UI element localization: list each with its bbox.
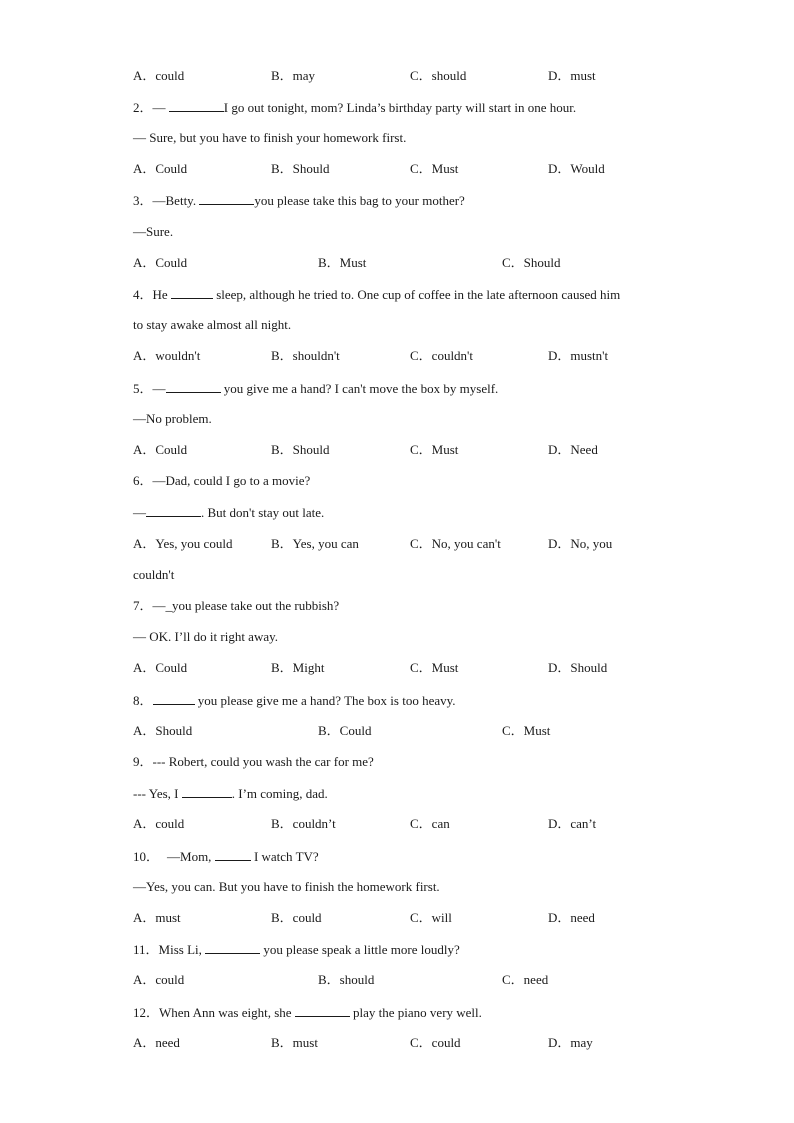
stem-text: I watch TV? [250, 849, 319, 864]
q6-reply [133, 504, 324, 521]
option-letter: C． [410, 1035, 432, 1050]
option-letter: B． [271, 348, 293, 363]
option-text: could [155, 68, 185, 83]
option-text: No, you can't [431, 536, 501, 551]
option-text: Could [155, 660, 188, 675]
question-number: 2． [133, 100, 153, 115]
option-letter: B． [318, 255, 340, 270]
option-text: Must [431, 442, 459, 457]
option-letter: C． [410, 348, 432, 363]
q7-option-c[interactable] [410, 660, 458, 676]
q8-option-a[interactable] [133, 723, 192, 739]
option-letter: C． [410, 442, 432, 457]
answer-blank[interactable] [205, 941, 260, 954]
option-text: No, you [570, 536, 613, 551]
option-letter: A． [133, 161, 156, 176]
q1-option-a[interactable] [133, 68, 184, 84]
q3-option-c[interactable] [502, 255, 561, 271]
option-letter: C． [502, 255, 524, 270]
option-text: must [155, 910, 181, 925]
option-text: Must [339, 255, 367, 270]
q10-stem [133, 848, 319, 865]
option-text: Should [570, 660, 608, 675]
option-text: Must [431, 161, 459, 176]
option-text: can’t [570, 816, 597, 831]
q12-option-b[interactable] [271, 1035, 318, 1051]
option-text: must [570, 68, 596, 83]
q5-option-c[interactable] [410, 442, 458, 458]
stem-text: you please speak a little more loudly? [260, 942, 460, 957]
option-letter: A． [133, 255, 156, 270]
question-number: 6． [133, 473, 153, 488]
option-text: Could [155, 255, 188, 270]
option-letter: D． [548, 816, 571, 831]
option-text: Must [523, 723, 551, 738]
stem-text: —Betty. [152, 193, 200, 208]
stem-text: — [133, 505, 146, 520]
q12-stem [133, 1004, 482, 1021]
option-letter: A． [133, 1035, 156, 1050]
option-text: could [292, 910, 322, 925]
q9-stem [133, 754, 374, 770]
option-letter: A． [133, 816, 156, 831]
stem-text: —_you please take out the rubbish? [152, 598, 340, 613]
option-letter: B． [271, 816, 293, 831]
option-letter: A． [133, 442, 156, 457]
option-letter: C． [410, 68, 432, 83]
option-text: Should [292, 442, 330, 457]
question-number: 9． [133, 754, 153, 769]
q2-option-b[interactable] [271, 161, 330, 177]
q7-option-b[interactable] [271, 660, 324, 676]
q12-option-d[interactable] [548, 1035, 593, 1051]
stem-text: — [152, 381, 166, 396]
option-text: need [523, 972, 549, 987]
stem-text: . But don't stay out late. [201, 505, 325, 520]
option-letter: B． [271, 161, 293, 176]
answer-blank[interactable] [215, 848, 251, 861]
option-letter: B． [271, 660, 293, 675]
q6-option-d-wrap: couldn't [133, 567, 175, 582]
q12-option-c[interactable] [410, 1035, 461, 1051]
option-text: could [431, 1035, 461, 1050]
q5-option-d[interactable] [548, 442, 598, 458]
option-text: mustn't [570, 348, 609, 363]
q6-option-c[interactable] [410, 536, 501, 552]
stem-text: you give me a hand? I can't move the box by myself. [220, 381, 499, 396]
q2-option-d[interactable] [548, 161, 605, 177]
option-text: may [292, 68, 316, 83]
answer-blank[interactable] [199, 192, 254, 205]
option-letter: C． [410, 536, 432, 551]
option-text: Could [339, 723, 372, 738]
option-letter: A． [133, 660, 156, 675]
option-letter: B． [271, 68, 293, 83]
answer-blank[interactable] [295, 1004, 350, 1017]
q1-option-d[interactable] [548, 68, 596, 84]
option-text: must [292, 1035, 318, 1050]
q11-option-c[interactable] [502, 972, 548, 988]
option-letter: A． [133, 723, 156, 738]
q9-reply [133, 785, 328, 802]
option-text: may [570, 1035, 593, 1050]
q6-option-b[interactable] [271, 536, 359, 552]
question-number: 5． [133, 381, 153, 396]
stem-text: . I’m coming, dad. [231, 786, 328, 801]
question-number: 11． [133, 942, 159, 957]
option-letter: B． [271, 910, 293, 925]
stem-text: When Ann was eight, she [159, 1005, 295, 1020]
answer-blank[interactable] [146, 504, 201, 517]
q7-option-a[interactable] [133, 660, 187, 676]
question-number: 8． [133, 693, 153, 708]
option-letter: B． [271, 1035, 293, 1050]
option-text: couldn’t [292, 816, 336, 831]
answer-blank[interactable] [153, 692, 195, 705]
q1-option-b[interactable] [271, 68, 315, 84]
answer-blank[interactable] [166, 380, 221, 393]
option-text: Could [155, 442, 188, 457]
answer-blank[interactable] [169, 99, 224, 112]
answer-blank[interactable] [171, 286, 213, 299]
question-number: 10． [133, 849, 160, 864]
q11-option-a[interactable] [133, 972, 184, 988]
stem-text: —Dad, could I go to a movie? [152, 473, 311, 488]
option-text: Yes, you could [155, 536, 233, 551]
answer-blank[interactable] [182, 785, 232, 798]
option-letter: B． [318, 723, 340, 738]
question-number: 4． [133, 287, 153, 302]
q4-stem [133, 286, 620, 303]
q10-reply: —Yes, you can. But you have to finish the homework first. [133, 879, 440, 894]
option-letter: D． [548, 442, 571, 457]
q7-stem [133, 598, 339, 614]
option-text: should [431, 68, 467, 83]
question-number: 7． [133, 598, 153, 613]
q8-option-c[interactable] [502, 723, 550, 739]
q4-option-c[interactable] [410, 348, 473, 364]
q2-stem [133, 99, 576, 116]
q4-option-a[interactable] [133, 348, 200, 364]
option-letter: A． [133, 910, 156, 925]
stem-text: play the piano very well. [349, 1005, 482, 1020]
option-letter: D． [548, 161, 571, 176]
option-text: Might [292, 660, 325, 675]
q10-option-a[interactable] [133, 910, 181, 926]
option-letter: C． [410, 816, 432, 831]
q11-option-b[interactable] [318, 972, 374, 988]
stem-text: you please give me a hand? The box is too heavy. [194, 693, 456, 708]
option-text: could [155, 972, 185, 987]
q4-option-b[interactable] [271, 348, 340, 364]
option-text: shouldn't [292, 348, 340, 363]
option-text: will [431, 910, 452, 925]
option-text: Need [570, 442, 598, 457]
option-letter: C． [502, 972, 524, 987]
q4-stem-cont: to stay awake almost all night. [133, 317, 292, 332]
stem-text: --- Robert, could you wash the car for me? [152, 754, 374, 769]
stem-text: sleep, although he tried to. One cup of coffee in the late afternoon caused him [212, 287, 621, 302]
stem-text: He [152, 287, 171, 302]
q5-stem [133, 380, 498, 397]
option-letter: B． [318, 972, 340, 987]
q2-option-c[interactable] [410, 161, 458, 177]
option-letter: C． [410, 161, 432, 176]
option-letter: C． [502, 723, 524, 738]
option-letter: D． [548, 660, 571, 675]
stem-text: —Mom, [167, 849, 215, 864]
q5-option-a[interactable] [133, 442, 187, 458]
q5-option-b[interactable] [271, 442, 330, 458]
q11-stem [133, 941, 460, 958]
option-letter: B． [271, 442, 293, 457]
option-text: Yes, you can [292, 536, 359, 551]
option-letter: A． [133, 972, 156, 987]
q12-option-a[interactable] [133, 1035, 180, 1051]
option-letter: D． [548, 348, 571, 363]
q10-option-c[interactable] [410, 910, 452, 926]
q6-stem [133, 473, 310, 489]
option-text: wouldn't [155, 348, 201, 363]
option-text: need [155, 1035, 180, 1050]
q8-option-b[interactable] [318, 723, 371, 739]
option-letter: D． [548, 1035, 571, 1050]
q4-option-d[interactable] [548, 348, 608, 364]
option-letter: B． [271, 536, 293, 551]
q5-reply: —No problem. [133, 411, 212, 426]
q6-option-a[interactable] [133, 536, 232, 552]
q8-stem [133, 692, 456, 709]
q9-option-a[interactable] [133, 816, 184, 832]
option-letter: D． [548, 536, 571, 551]
option-text: Should [523, 255, 561, 270]
q3-option-a[interactable] [133, 255, 187, 271]
stem-text: I go out tonight, mom? Linda’s birthday party will start in one hour. [223, 100, 577, 115]
q10-option-b[interactable] [271, 910, 322, 926]
option-letter: C． [410, 660, 432, 675]
option-text: Could [155, 161, 188, 176]
q2-reply: — Sure, but you have to finish your homework first. [133, 130, 407, 145]
stem-text: Miss Li, [158, 942, 206, 957]
q7-option-d[interactable] [548, 660, 607, 676]
q10-option-d[interactable] [548, 910, 595, 926]
q7-reply: — OK. I’ll do it right away. [133, 629, 279, 644]
q3-reply: —Sure. [133, 224, 174, 239]
option-text: couldn't [431, 348, 474, 363]
q6-option-d[interactable] [548, 536, 612, 552]
option-letter: D． [548, 910, 571, 925]
stem-text: — [152, 100, 169, 115]
option-text: Would [570, 161, 605, 176]
q9-option-c[interactable] [410, 816, 450, 832]
question-number: 3． [133, 193, 153, 208]
option-letter: A． [133, 68, 156, 83]
option-text: can [431, 816, 450, 831]
option-letter: D． [548, 68, 571, 83]
q9-option-b[interactable] [271, 816, 336, 832]
q3-option-b[interactable] [318, 255, 366, 271]
option-text: should [339, 972, 375, 987]
option-text: Must [431, 660, 459, 675]
option-letter: A． [133, 536, 156, 551]
stem-text: --- Yes, I [133, 786, 182, 801]
option-text: Should [155, 723, 193, 738]
q2-option-a[interactable] [133, 161, 187, 177]
q3-stem [133, 192, 465, 209]
stem-text: you please take this bag to your mother? [254, 193, 465, 208]
option-text: Should [292, 161, 330, 176]
option-letter: A． [133, 348, 156, 363]
question-number: 12． [133, 1005, 160, 1020]
q9-option-d[interactable] [548, 816, 596, 832]
option-text: need [570, 910, 595, 925]
option-letter: C． [410, 910, 432, 925]
q1-option-c[interactable] [410, 68, 466, 84]
option-text: could [155, 816, 185, 831]
